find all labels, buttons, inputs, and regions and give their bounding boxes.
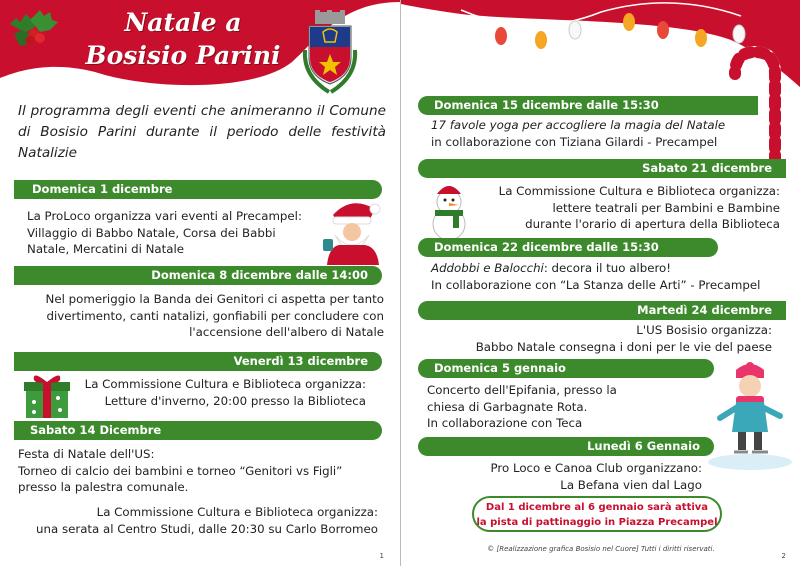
event-line: Pro Loco e Canoa Club organizzano: xyxy=(490,461,702,475)
event-date-bar: Venerdì 13 dicembre xyxy=(14,352,382,371)
event-description xyxy=(18,446,388,496)
event-date-bar: Domenica 8 dicembre dalle 14:00 xyxy=(14,266,382,285)
event-line: presso la palestra comunale. xyxy=(18,480,189,495)
title-line-2: Bosisio Parini xyxy=(85,41,281,70)
event-line xyxy=(431,260,791,277)
event-description xyxy=(427,382,707,432)
event-date-bar: Domenica 1 dicembre xyxy=(14,180,382,199)
event-date-bar: Domenica 5 gennaio xyxy=(418,359,714,378)
event-description xyxy=(80,376,366,409)
event-date-bar: Sabato 21 dicembre xyxy=(418,159,786,178)
notice-line-1: Dal 1 dicembre al 6 gennaio sarà attiva xyxy=(485,502,709,513)
event-date-bar: Domenica 15 dicembre dalle 15:30 xyxy=(418,96,758,115)
event-line: Concerto dell'Epifania, presso la xyxy=(427,383,617,397)
event-line: 17 favole yoga per accogliere la magia del Natale xyxy=(431,118,726,132)
event-description xyxy=(427,460,702,493)
page-title xyxy=(78,6,288,72)
event-line: divertimento, canti natalizi, gonfiabili per concludere con xyxy=(46,308,384,323)
event-description xyxy=(27,208,327,258)
event-line: Letture d'inverno, 20:00 presso la Biblioteca xyxy=(104,393,366,408)
event-line: La Commissione Cultura e Biblioteca organizza: xyxy=(84,377,366,391)
event-line-rest: : decora il tuo albero! xyxy=(543,261,671,275)
event-date-bar: Lunedì 6 Gennaio xyxy=(418,437,714,456)
event-date-bar: Sabato 14 Dicembre xyxy=(14,421,382,440)
municipal-crest-icon xyxy=(293,10,367,98)
event-line: In collaborazione con Teca xyxy=(427,416,583,431)
ice-skater-icon xyxy=(706,362,794,472)
page-number: 1 xyxy=(379,552,384,560)
event-line: Torneo di calcio dei bambini e torneo “Genitori vs Figli” xyxy=(18,463,343,478)
event-description xyxy=(14,504,378,537)
event-line: Villaggio di Babbo Natale, Corsa dei Babbi xyxy=(27,225,276,240)
gift-icon xyxy=(22,370,72,420)
event-line: La Commissione Cultura e Biblioteca organizza: xyxy=(96,505,378,519)
event-line: La Befana vien dal Lago xyxy=(560,477,702,492)
event-line: chiesa di Garbagnate Rota. xyxy=(427,399,588,414)
intro-text: Il programma degli eventi che animeranno il Comune di Bosisio Parini durante il periodo delle festività Natalizie xyxy=(18,103,386,161)
event-line: durante l'orario di apertura della Biblioteca xyxy=(525,217,780,232)
event-description xyxy=(14,291,384,341)
page-number: 2 xyxy=(781,552,786,560)
title-line-1: Natale a xyxy=(124,8,242,37)
event-line: L'US Bosisio organizza: xyxy=(636,323,772,337)
event-line: lettere teatrali per Bambini e Bambine xyxy=(552,200,780,215)
event-line: La ProLoco organizza vari eventi al Precampel: xyxy=(27,209,302,223)
event-line: Nel pomeriggio la Banda dei Genitori ci aspetta per tanto xyxy=(45,292,384,306)
event-description xyxy=(431,260,791,293)
notice-line-2: la pista di pattinaggio in Piazza Precampel xyxy=(476,517,718,528)
event-line: In collaborazione con “La Stanza delle Arti” - Precampel xyxy=(431,277,761,292)
event-line: l'accensione dell'albero di Natale xyxy=(189,325,384,340)
event-description xyxy=(431,117,771,150)
event-line: una serata al Centro Studi, dalle 20:30 su Carlo Borromeo xyxy=(36,521,378,536)
event-line: Natale, Mercatini di Natale xyxy=(27,242,185,257)
event-line: Festa di Natale dell'US: xyxy=(18,447,155,461)
skating-rink-notice xyxy=(472,496,722,532)
santa-icon xyxy=(315,195,387,265)
event-description xyxy=(431,322,772,355)
event-date-bar: Martedì 24 dicembre xyxy=(418,301,786,320)
holly-icon xyxy=(6,4,62,52)
event-date-bar: Domenica 22 dicembre dalle 15:30 xyxy=(418,238,718,257)
event-line-emphasis: Addobbi e Balocchi xyxy=(431,261,544,275)
page-right xyxy=(400,0,800,566)
copyright-text: © [Realizzazione grafica Bosisio nel Cuore] Tutti i diritti riservati. xyxy=(487,545,715,553)
event-line: La Commissione Cultura e Biblioteca organizza: xyxy=(498,184,780,198)
event-description xyxy=(461,183,780,233)
event-line: Babbo Natale consegna i doni per le vie del paese xyxy=(475,339,772,354)
event-line: in collaborazione con Tiziana Gilardi - Precampel xyxy=(431,134,718,149)
